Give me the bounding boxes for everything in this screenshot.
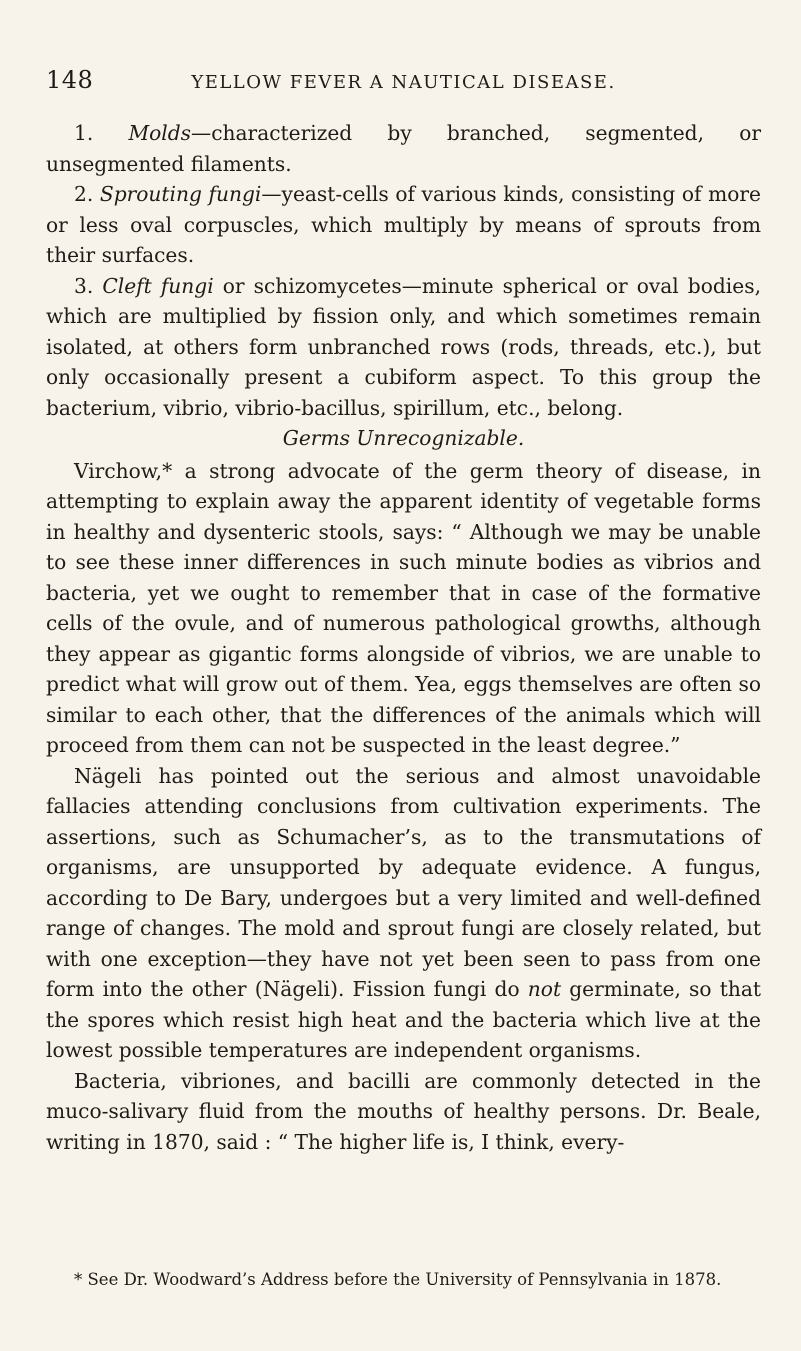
list-item-text: —yeast-cells of various kinds, consisting of more or less oval corpuscles, which multiply by means of sprouts from their surfaces. xyxy=(46,182,761,267)
list-item-sprouting-fungi xyxy=(46,179,761,271)
section-heading: Germs Unrecognizable. xyxy=(282,426,525,450)
list-item-number: 1. xyxy=(74,121,94,145)
list-item-term: Sprouting fungi xyxy=(99,182,262,206)
paragraph-virchow: Virchow,* a strong advocate of the germ theory of disease, in attempting to explain away the apparent identity of vegetable forms in healthy and dysenteric stools, says: “ Although we may be unable to see these inner differences in such minute bodies as vibrios and bacteria, yet we ought to remember that in case of the formative cells of the ovule, and of numerous pathological growths, although they appear as gigantic forms alongside of vibrios, we are unable to predict what will grow out of them. Yea, eggs themselves are often so similar to each other, that the differences of the animals which will proceed from them can not be suspected in the least degree.” xyxy=(46,458,761,757)
running-title: YELLOW FEVER A NAUTICAL DISEASE. xyxy=(191,72,616,93)
list-item-term: Cleft fungi xyxy=(102,273,214,298)
list-item-number: 3. xyxy=(74,273,94,298)
page-number: 148 xyxy=(46,66,94,94)
emphasis-text: not xyxy=(527,977,562,1001)
list-item-text: or schizomycetes—minute spherical or oval bodies, which are multiplied by fission only, and which sometimes remain isolated, at others form unbranched rows (rods, threads, etc.), but only occasionally present a cubiform aspect. To this group the bacterium, vibrio, vibrio-bacillus, spirillum, etc., belong. xyxy=(46,273,761,420)
paragraph-nageli xyxy=(46,761,761,1066)
list-item-text: —characterized by branched, segmented, or unsegmented filaments. xyxy=(46,121,761,176)
footnote: * See Dr. Woodward’s Address before the University of Pennsylvania in 1878. xyxy=(74,1270,722,1289)
page-header xyxy=(46,66,761,98)
paragraph-bacteria: Bacteria, vibriones, and bacilli are commonly detected in the muco-salivary fluid from the mouths of healthy persons. Dr. Beale, writing in 1870, said : “ The higher life is, I think, every- xyxy=(46,1068,761,1154)
list-item-cleft-fungi xyxy=(46,271,761,424)
paragraph-text: germinate, so that the spores which resist high heat and the bacteria which live at the lowest possible temperatures are independent organisms. xyxy=(46,977,761,1062)
paragraph-text: Nägeli has pointed out the serious and almost unavoidable fallacies attending conclusions from cultivation experiments. The assertions, such as Schumacher’s, as to the transmutations of organisms, are unsupported by adequate evidence. A fungus, according to De Bary, undergoes but a very limited and well-defined range of changes. The mold and sprout fungi are closely related, but with one exception—they have not yet been seen to pass from one form into the other (Nägeli). Fission fungi do xyxy=(46,763,761,1001)
list-item-number: 2. xyxy=(74,182,94,206)
page-body xyxy=(46,118,761,1157)
list-item-molds xyxy=(46,118,761,179)
list-item-term: Molds xyxy=(128,121,192,145)
